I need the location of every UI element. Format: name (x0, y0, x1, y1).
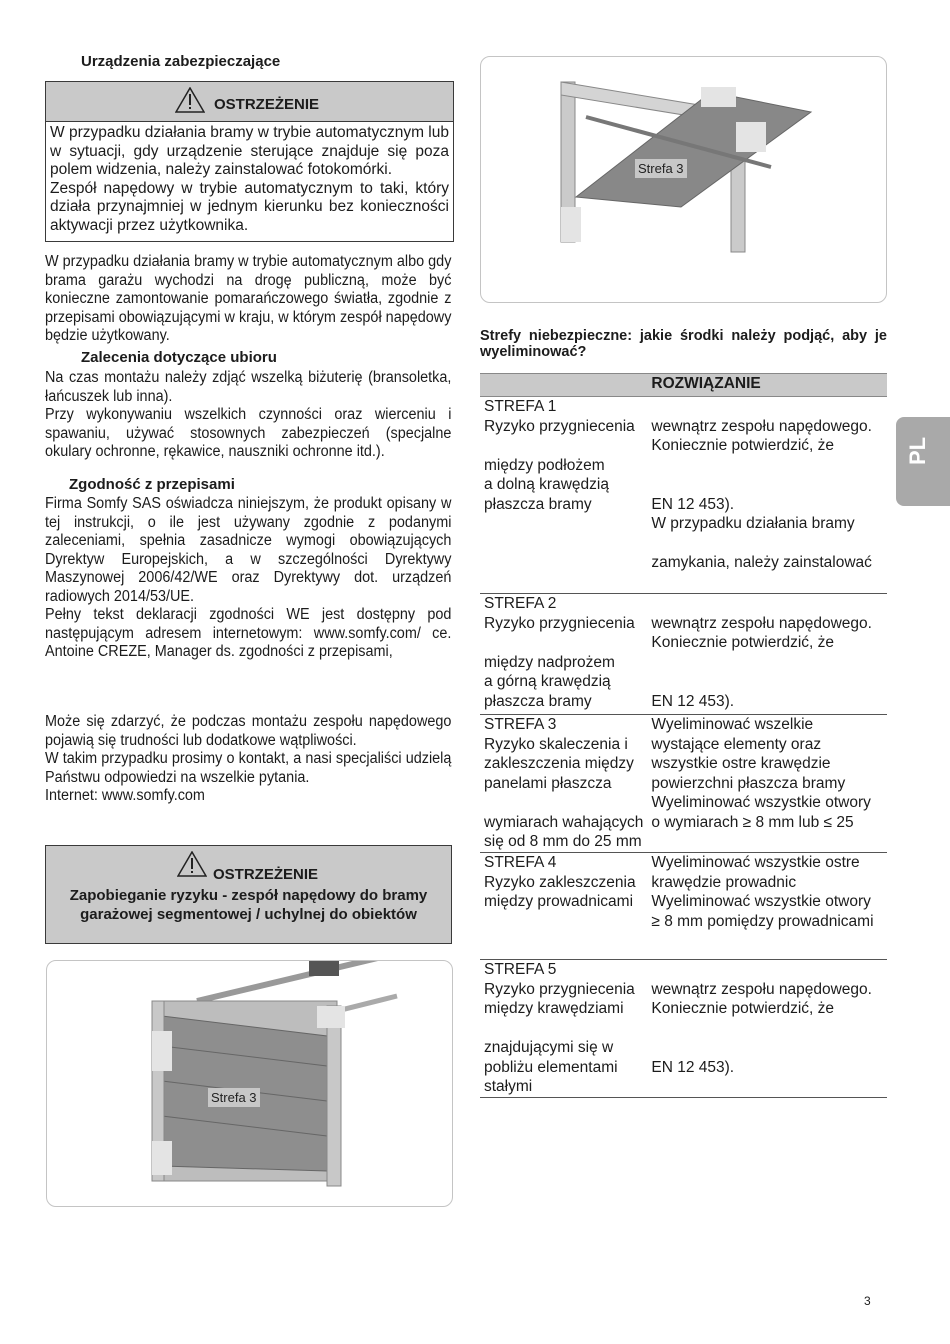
cell-line (651, 594, 883, 614)
cell-line: Koniecznie potwierdzić, że (651, 437, 835, 454)
cell-line: panelami płaszcza (484, 774, 612, 792)
up-and-over-door-drawing (481, 57, 886, 302)
cell-line: STREFA 1 (484, 398, 557, 415)
cell-line: STREFA 3 (484, 716, 557, 733)
cell-line: EN 12 453). (651, 1058, 735, 1076)
section-heading-clothing: Zalecenia dotyczące ubioru (81, 349, 277, 366)
warning-subtitle-1: Zapobieganie ryzyku - zespół napędowy do bramy (69, 887, 428, 904)
cell-line: znajdującymi się w (484, 1039, 614, 1056)
cell-line: stałymi (484, 1078, 533, 1095)
cell-line: wewnątrz zespołu napędowego. (651, 614, 872, 632)
warning-line-2: Zespół napędowy w trybie automatycznym to taki, który działa przynajmniej w jednym kierunku bez konieczności aktywacji przez użytkownika. (50, 179, 449, 234)
cell-line: Ryzyko przygniecenia (484, 417, 635, 435)
warning-subtitle-2: garażowej segmentowej / uchylnej do obiektów (80, 906, 417, 923)
cell-line (651, 672, 883, 692)
illustration-sectional-door (46, 960, 453, 1207)
paragraph-orange-light (45, 253, 451, 346)
cell-line: STREFA 5 (484, 961, 557, 978)
table-cell-zone (480, 853, 647, 960)
cell-line: STREFA 4 (484, 854, 557, 871)
cell-line (484, 436, 643, 456)
cell-line: Ryzyko zakleszczenia (484, 873, 636, 891)
table-row (480, 594, 887, 715)
cell-line: wewnątrz zespołu napędowego. (651, 417, 872, 435)
sectional-door-drawing (47, 961, 452, 1206)
table-cell-solution (647, 715, 887, 853)
table-cell-solution (647, 397, 887, 594)
cell-line: powierzchni płaszcza bramy (651, 774, 846, 792)
table-row (480, 715, 887, 853)
table-cell-zone (480, 715, 647, 853)
table-cell-zone (480, 397, 647, 594)
page-number: 3 (864, 1294, 871, 1308)
cell-line (651, 653, 883, 673)
warning-box-photocells (45, 81, 454, 242)
cell-line (651, 1019, 883, 1039)
illustration-up-and-over-door (480, 56, 887, 303)
cell-line: Wyeliminować wszystkie ostre (651, 854, 860, 871)
table-row (480, 397, 887, 594)
cell-line: wystające elementy oraz (651, 735, 822, 753)
paragraph-text: W przypadku działania bramy w trybie automatycznym albo gdy brama garażu wychodzi na drogę publiczną, może być konieczne zamontowanie pomarańczowego światła, zgodnie z przepisami obowiązującymi w kraju, w którym zespół napędowy będzie użytkowany. (45, 253, 452, 344)
warning-title: OSTRZEŻENIE (212, 866, 318, 883)
cell-line: wymiarach wahających (484, 813, 644, 831)
table-cell-solution (647, 853, 887, 960)
zone-label: Strefa 3 (635, 159, 687, 178)
cell-line: krawędzie prowadnic (651, 873, 797, 891)
warning-header (46, 82, 453, 122)
table-row (480, 853, 887, 960)
table-cell-zone (480, 594, 647, 715)
cell-line (484, 793, 643, 813)
warning-line-1: W przypadku działania bramy w trybie automatycznym lub w sytuacji, gdy urządzenie sterujące znajduje się poza polem widzenia, należy zainstalować fotokomórki. (50, 124, 449, 178)
table-row (480, 960, 887, 1098)
paragraph-compliance (45, 495, 451, 662)
paragraph-text: Internet: www.somfy.com (45, 787, 205, 804)
paragraph-text: Na czas montażu należy zdjąć wszelką biżuterię (bransoletka, łańcuszek lub inna). (45, 369, 452, 405)
cell-line: płaszcza bramy (484, 692, 592, 710)
warning-box-risk-prevention (45, 845, 452, 944)
cell-line: Koniecznie potwierdzić, że (651, 634, 835, 651)
cell-line: się od 8 mm do 25 mm (484, 833, 642, 850)
cell-line: a górną krawędzią (484, 673, 611, 690)
section-heading-compliance: Zgodność z przepisami (69, 476, 235, 493)
zone-label: Strefa 3 (208, 1088, 260, 1107)
table-header-cell (480, 374, 647, 397)
hazard-zones-caption: Strefy niebezpieczne: jakie środki należy podjąć, aby je wyeliminować? (480, 328, 887, 360)
cell-line (484, 633, 643, 653)
cell-line (651, 534, 883, 554)
cell-line: zamykania, należy zainstalować (651, 554, 872, 571)
cell-line: Wyeliminować wszystkie otwory (651, 794, 871, 811)
cell-line: Ryzyko przygniecenia (484, 980, 635, 998)
paragraph-support (45, 713, 451, 806)
cell-line: między nadprożem (484, 653, 615, 671)
cell-line: Ryzyko skaleczenia i (484, 735, 628, 753)
table-cell-solution (647, 960, 887, 1098)
hazard-zones-table (480, 373, 887, 1098)
cell-line (651, 960, 883, 980)
cell-line (651, 475, 883, 495)
cell-line: EN 12 453). (651, 692, 735, 710)
table-header-row (480, 374, 887, 397)
table-cell-zone (480, 960, 647, 1098)
paragraph-text: Firma Somfy SAS oświadcza niniejszym, że produkt opisany w tej instrukcji, o ile jest używany zgodnie z podanymi zaleceniami, spełnia zasadnicze wymogi obowiązujących Dyrektyw Europejskich, a w szczególności Dyrektywy Maszynowej 2006/42/WE oraz Dyrektywy dot. urządzeń radiowych 2014/53/UE. (45, 495, 452, 605)
cell-line: EN 12 453). (651, 495, 735, 513)
paragraph-text: Przy wykonywaniu wszelkich czynności oraz wierceniu i spawaniu, używać stosownych zabezpieczeń (specjalne okulary ochronne, rękawice, nauszniki ochronne itd.). (45, 406, 452, 460)
cell-line: Wyeliminować wszelkie (651, 716, 814, 733)
cell-line: zakleszczenia między (484, 755, 634, 772)
section-heading-safety-devices: Urządzenia zabezpieczające (81, 53, 281, 70)
cell-line: między krawędziami (484, 1000, 624, 1017)
cell-line: W przypadku działania bramy (651, 515, 855, 532)
cell-line: STREFA 2 (484, 595, 557, 612)
cell-line: wewnątrz zespołu napędowego. (651, 980, 872, 998)
hazard-zones-table-wrapper (480, 373, 887, 1098)
cell-line: o wymiarach ≥ 8 mm lub ≤ 25 (651, 813, 854, 831)
paragraph-text: W takim przypadku prosimy o kontakt, a nasi specjaliści udzielą Państwu odpowiedzi na wszelkie pytania. (45, 750, 452, 786)
cell-line (651, 1038, 883, 1058)
paragraph-text: Pełny tekst deklaracji zgodności WE jest dostępny pod następującym adresem internetowym: www.somfy.com/ ce. Antoine CREZE, Manager ds. zgodności z przepisami, (45, 606, 452, 660)
cell-line: a dolną krawędzią (484, 476, 609, 493)
warning-body (46, 122, 453, 238)
cell-line: pobliżu elementami (484, 1058, 618, 1076)
cell-line: między prowadnicami (484, 893, 634, 910)
cell-line: między podłożem (484, 456, 605, 474)
paragraph-text: Może się zdarzyć, że podczas montażu zespołu napędowego pojawią się trudności lub dodatkowe wątpliwości. (45, 713, 452, 749)
table-cell-solution (647, 594, 887, 715)
language-tab-label: PL (905, 436, 930, 465)
warning-title: OSTRZEŻENIE (213, 96, 319, 113)
cell-line: Ryzyko przygniecenia (484, 614, 635, 632)
cell-line: płaszcza bramy (484, 495, 592, 513)
cell-line: ≥ 8 mm pomiędzy prowadnicami (651, 912, 874, 930)
warning-triangle-icon (175, 87, 205, 113)
cell-line (651, 397, 883, 417)
cell-line: wszystkie ostre krawędzie (651, 755, 831, 772)
language-tab-pl (896, 417, 950, 506)
paragraph-clothing (45, 369, 451, 462)
cell-line (651, 456, 883, 476)
table-header-cell: ROZWIĄZANIE (647, 374, 887, 397)
cell-line: Wyeliminować wszystkie otwory (651, 893, 871, 910)
cell-line (484, 1019, 643, 1039)
cell-line: Koniecznie potwierdzić, że (651, 1000, 835, 1017)
